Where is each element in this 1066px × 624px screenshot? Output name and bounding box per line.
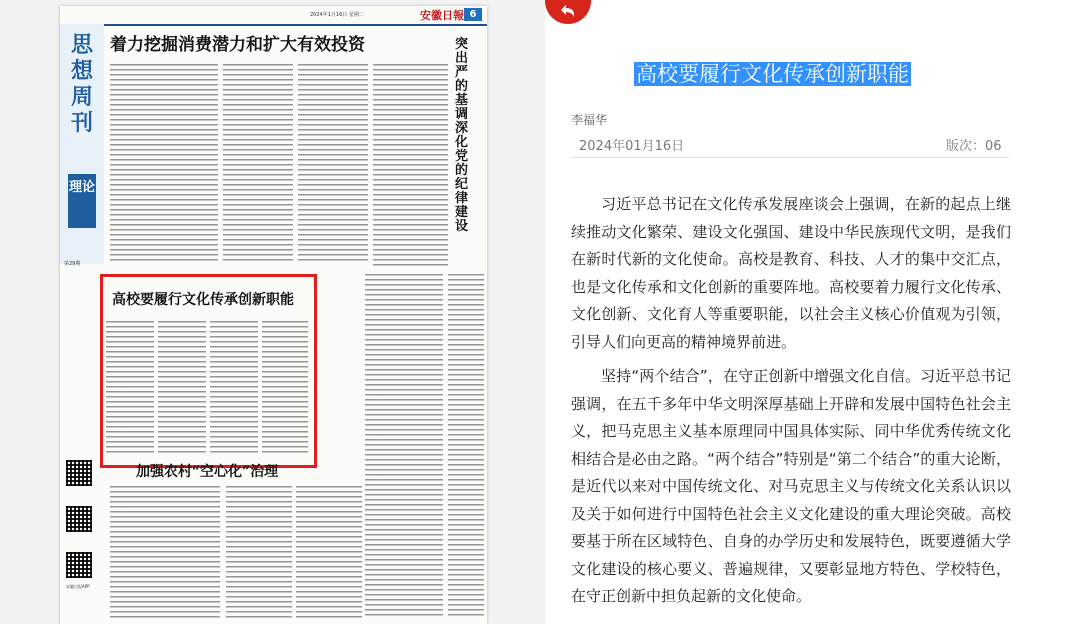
section-title: 思想周刊 — [70, 32, 93, 136]
issue-number: 第29期 — [64, 261, 81, 267]
qr-code — [66, 460, 92, 486]
page-header — [60, 6, 487, 26]
headline-rural[interactable]: 加强农村“空心化”治理 — [136, 464, 279, 480]
article-reader — [545, 0, 1066, 624]
article-text-block — [223, 64, 293, 264]
newspaper-page — [60, 6, 487, 624]
article-text-block — [296, 486, 362, 618]
headline-discipline[interactable]: 突出严的基调深化党的纪律建设 — [455, 37, 469, 234]
back-arrow-icon — [557, 2, 579, 22]
masthead-logo: 安徽日報 — [420, 9, 464, 22]
article-edition: 版次：06 — [946, 139, 1002, 154]
article-title-text: 高校要履行文化传承创新职能 — [636, 62, 909, 86]
article-text-block — [110, 486, 220, 618]
article-date: 2024年01月16日 — [579, 139, 685, 154]
article-title — [634, 58, 911, 88]
article-paragraph: 习近平总书记在文化传承发展座谈会上强调，在新的起点上继续推动文化繁荣、建设文化强国、建设中华民族现代文明，是我们在新时代新的文化使命。高校是教育、科技、人才的集中交汇点，也是文化传承和文化创新的重要阵地。高校要着力履行文化传承、文化创新、文化育人等重要职能，以社会主义核心价值观为引领，引导人们向更高的精神境界前进。 — [571, 195, 1011, 351]
back-button[interactable] — [545, 0, 591, 24]
article-text-block — [448, 274, 484, 619]
article-paragraph: 坚持“两个结合”，在守正创新中增强文化自信。习近平总书记强调，在五千多年中华文明深厚基础上开辟和发展中国特色社会主义，把马克思主义基本原理同中国具体实际、同中华优秀传统文化相结合是必由之路。“两个结合”特别是“第二个结合”的重大论断，是近代以来对中国传统文化、对马克思主义与传统文化关系认识以及关于如何进行中国特色社会主义文化建设的重大理论突破。高校要基于所在区域特色、自身的办学历史和发展特色，既要遵循大学文化建设的核心要义、普遍规律，又要彰显地方特色、学校特色，在守正创新中担负起新的文化使命。 — [571, 367, 1011, 605]
section-sidebar — [60, 24, 104, 267]
article-text-block — [110, 64, 218, 264]
article-text-block — [226, 486, 292, 618]
qr-code — [66, 552, 92, 578]
section-tag: 理论 — [68, 174, 96, 228]
article-text-block — [298, 64, 368, 264]
article-text-block — [373, 64, 448, 269]
headline-culture[interactable]: 高校要履行文化传承创新职能 — [112, 292, 294, 308]
article-author: 李福华 — [571, 113, 608, 127]
article-text-block — [365, 274, 443, 619]
page-number: 6 — [464, 8, 482, 21]
qr-code — [66, 506, 92, 532]
article-body — [571, 191, 1011, 618]
headline-consumption[interactable]: 着力挖掘消费潜力和扩大有效投资 — [110, 35, 365, 55]
page-date: 2024年1月16日 星期二 — [310, 12, 364, 18]
divider — [571, 157, 1009, 158]
qr-caption: 安徽日报APP — [66, 584, 90, 589]
